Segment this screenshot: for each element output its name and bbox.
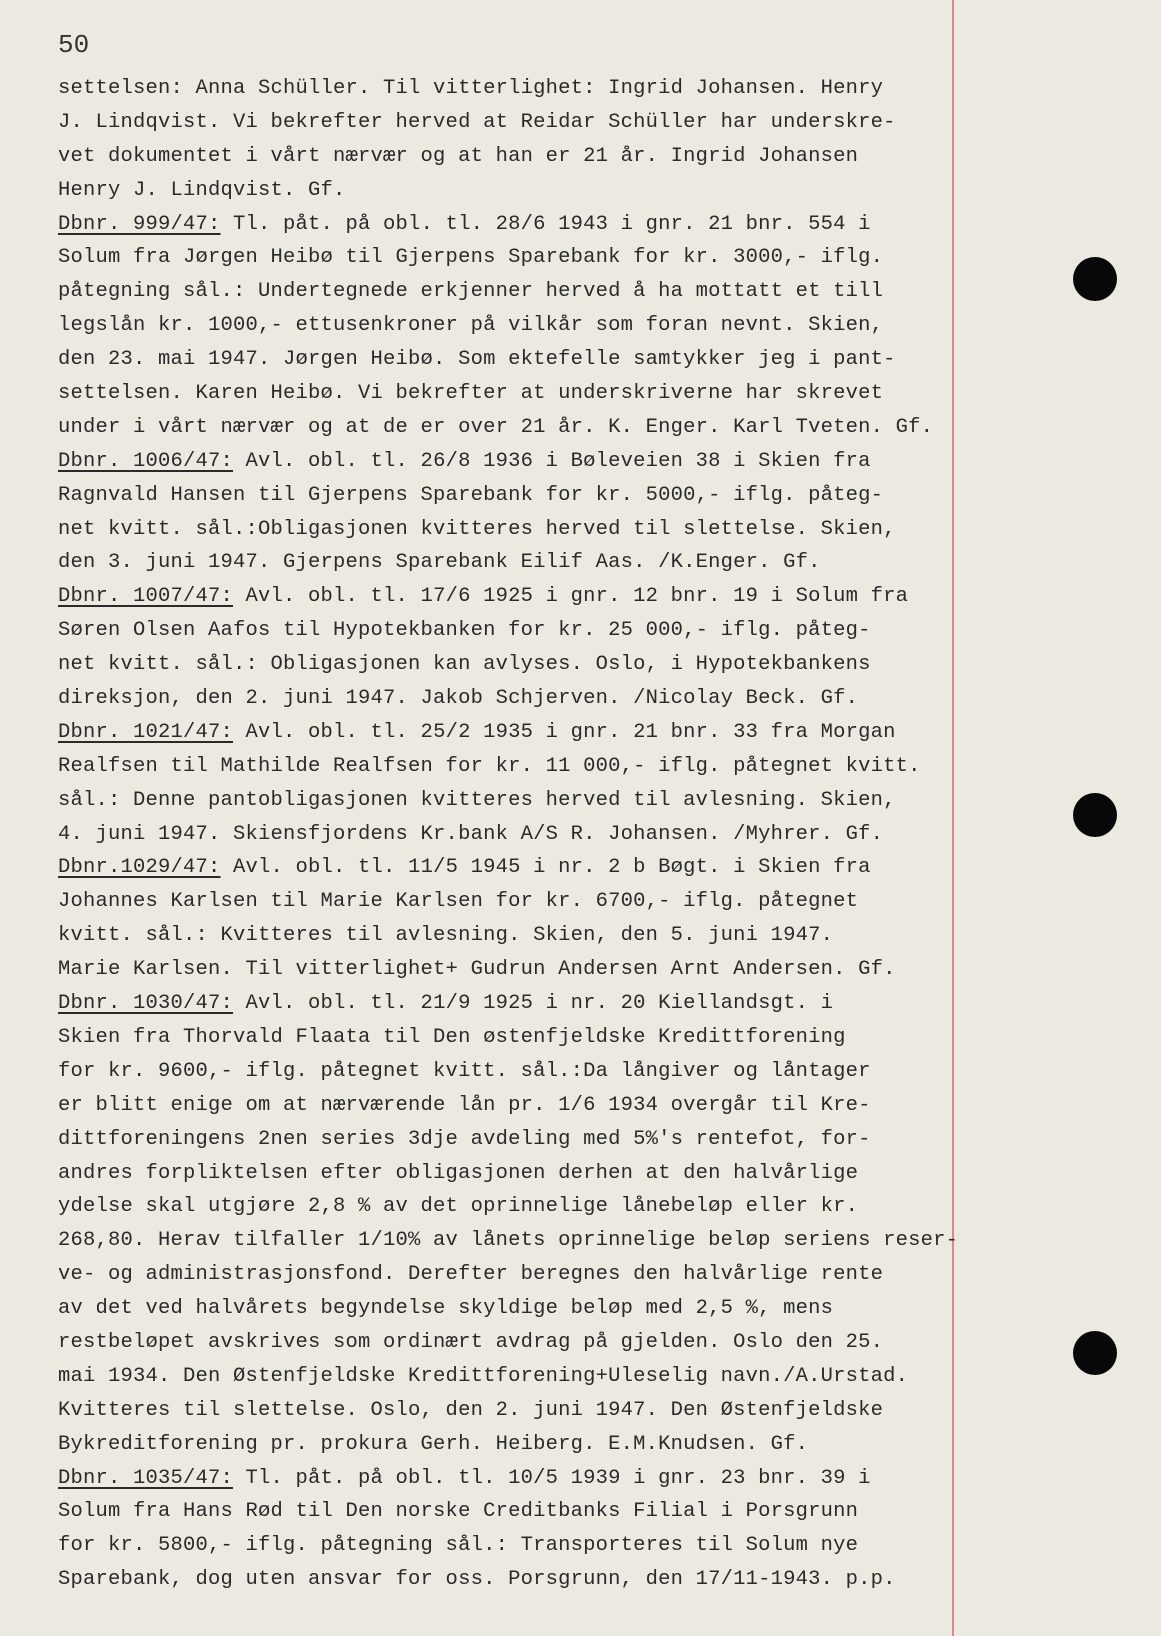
text-line <box>58 1326 1058 1360</box>
line-text: Tl. påt. på obl. tl. 10/5 1939 i gnr. 23 bnr. 39 i <box>233 1466 871 1490</box>
text-line <box>58 885 1058 919</box>
line-text: for kr. 9600,- iflg. påtegnet kvitt. sål.:Da långiver og låntager <box>58 1059 871 1083</box>
line-text: den 3. juni 1947. Gjerpens Sparebank Eilif Aas. /K.Enger. Gf. <box>58 551 821 575</box>
text-line <box>58 208 1058 242</box>
line-text: Marie Karlsen. Til vitterlighet+ Gudrun Andersen Arnt Andersen. Gf. <box>58 958 896 982</box>
line-text: Avl. obl. tl. 26/8 1936 i Bøleveien 38 i Skien fra <box>233 449 871 473</box>
text-line <box>58 919 1058 953</box>
text-line <box>58 241 1058 275</box>
text-line <box>58 614 1058 648</box>
text-line <box>58 479 1058 513</box>
page-number: 50 <box>58 30 90 60</box>
line-text: Sparebank, dog uten ansvar for oss. Porsgrunn, den 17/11-1943. p.p. <box>58 1568 896 1592</box>
line-text: Johannes Karlsen til Marie Karlsen for kr. 6700,- iflg. påtegnet <box>58 890 859 914</box>
text-line <box>58 411 1058 445</box>
line-text: settelsen. Karen Heibø. Vi bekrefter at underskriverne har skrevet <box>58 382 884 406</box>
line-text: er blitt enige om at nærværende lån pr. 1/6 1934 overgår til Kre- <box>58 1093 871 1117</box>
line-text: ydelse skal utgjøre 2,8 % av det oprinnelige lånebeløp eller kr. <box>58 1195 859 1219</box>
line-text: sål.: Denne pantobligasjonen kvitteres herved til avlesning. Skien, <box>58 788 896 812</box>
text-line <box>58 1157 1058 1191</box>
line-text: mai 1934. Den Østenfjeldske Kredittforening+Uleselig navn./A.Urstad. <box>58 1364 909 1388</box>
line-text: Avl. obl. tl. 21/9 1925 i nr. 20 Kiellandsgt. i <box>233 992 834 1016</box>
text-line <box>58 818 1058 852</box>
text-line <box>58 1190 1058 1224</box>
text-line <box>58 1055 1058 1089</box>
text-line <box>58 1563 1058 1597</box>
line-text: Avl. obl. tl. 11/5 1945 i nr. 2 b Bøgt. i Skien fra <box>220 856 871 880</box>
line-text: 268,80. Herav tilfaller 1/10% av lånets oprinnelige beløp seriens reser- <box>58 1229 959 1253</box>
line-text: Ragnvald Hansen til Gjerpens Sparebank for kr. 5000,- iflg. påteg- <box>58 483 884 507</box>
text-line <box>58 1089 1058 1123</box>
text-line <box>58 784 1058 818</box>
line-text: Tl. påt. på obl. tl. 28/6 1943 i gnr. 21 bnr. 554 i <box>220 212 871 236</box>
text-line <box>58 72 1058 106</box>
binder-hole-top <box>1073 257 1117 301</box>
text-line <box>58 445 1058 479</box>
text-body <box>58 72 1058 1597</box>
text-line <box>58 1462 1058 1496</box>
entry-ref: Dbnr. 1006/47: <box>58 449 234 473</box>
text-line <box>58 546 1058 580</box>
text-line <box>58 140 1058 174</box>
line-text: direksjon, den 2. juni 1947. Jakob Schjerven. /Nicolay Beck. Gf. <box>58 687 859 711</box>
line-text: Avl. obl. tl. 25/2 1935 i gnr. 21 bnr. 33 fra Morgan <box>233 720 896 744</box>
line-text: Kvitteres til slettelse. Oslo, den 2. juni 1947. Den Østenfjeldske <box>58 1398 884 1422</box>
text-line <box>58 1495 1058 1529</box>
text-line <box>58 1021 1058 1055</box>
line-text: Bykreditforening pr. prokura Gerh. Heiberg. E.M.Knudsen. Gf. <box>58 1432 809 1456</box>
entry-ref: Dbnr. 1030/47: <box>58 992 234 1016</box>
text-line <box>58 1394 1058 1428</box>
line-text: den 23. mai 1947. Jørgen Heibø. Som ektefelle samtykker jeg i pant- <box>58 348 896 372</box>
line-text: ve- og administrasjonsfond. Derefter beregnes den halvårlige rente <box>58 1263 884 1287</box>
line-text: Avl. obl. tl. 17/6 1925 i gnr. 12 bnr. 19 i Solum fra <box>233 585 909 609</box>
text-line <box>58 716 1058 750</box>
text-line <box>58 1123 1058 1157</box>
line-text: for kr. 5800,- iflg. påtegning sål.: Transporteres til Solum nye <box>58 1534 859 1558</box>
line-text: net kvitt. sål.:Obligasjonen kvitteres herved til slettelse. Skien, <box>58 517 896 541</box>
line-text: vet dokumentet i vårt nærvær og at han er 21 år. Ingrid Johansen <box>58 144 859 168</box>
text-line <box>58 682 1058 716</box>
binder-hole-middle <box>1073 793 1117 837</box>
line-text: kvitt. sål.: Kvitteres til avlesning. Skien, den 5. juni 1947. <box>58 924 834 948</box>
entry-ref: Dbnr. 1035/47: <box>58 1466 234 1490</box>
line-text: andres forpliktelsen efter obligasjonen derhen at den halvårlige <box>58 1161 859 1185</box>
line-text: restbeløpet avskrives som ordinært avdrag på gjelden. Oslo den 25. <box>58 1330 884 1354</box>
entry-ref: Dbnr.1029/47: <box>58 856 221 880</box>
text-line <box>58 275 1058 309</box>
text-line <box>58 343 1058 377</box>
line-text: Solum fra Hans Rød til Den norske Creditbanks Filial i Porsgrunn <box>58 1500 859 1524</box>
text-line <box>58 377 1058 411</box>
line-text: 4. juni 1947. Skiensfjordens Kr.bank A/S R. Johansen. /Myhrer. Gf. <box>58 822 884 846</box>
text-line <box>58 648 1058 682</box>
entry-ref: Dbnr. 999/47: <box>58 212 221 236</box>
line-text: Henry J. Lindqvist. Gf. <box>58 178 346 202</box>
text-line <box>58 580 1058 614</box>
text-line <box>58 1258 1058 1292</box>
line-text: av det ved halvårets begyndelse skyldige beløp med 2,5 %, mens <box>58 1297 834 1321</box>
line-text: under i vårt nærvær og at de er over 21 år. K. Enger. Karl Tveten. Gf. <box>58 415 934 439</box>
line-text: J. Lindqvist. Vi bekrefter herved at Reidar Schüller har underskre- <box>58 110 896 134</box>
text-line <box>58 309 1058 343</box>
line-text: Realfsen til Mathilde Realfsen for kr. 11 000,- iflg. påtegnet kvitt. <box>58 754 921 778</box>
text-line <box>58 953 1058 987</box>
text-line <box>58 174 1058 208</box>
line-text: Skien fra Thorvald Flaata til Den østenfjeldske Kredittforening <box>58 1025 846 1049</box>
text-line <box>58 987 1058 1021</box>
line-text: settelsen: Anna Schüller. Til vitterlighet: Ingrid Johansen. Henry <box>58 77 884 100</box>
text-line <box>58 1224 1058 1258</box>
entry-ref: Dbnr. 1007/47: <box>58 585 234 609</box>
line-text: påtegning sål.: Undertegnede erkjenner herved å ha mottatt et till <box>58 280 884 304</box>
text-line <box>58 1360 1058 1394</box>
text-line <box>58 1292 1058 1326</box>
text-line <box>58 1428 1058 1462</box>
text-line <box>58 750 1058 784</box>
line-text: legslån kr. 1000,- ettusenkroner på vilkår som foran nevnt. Skien, <box>58 314 884 338</box>
text-line <box>58 513 1058 547</box>
text-line <box>58 106 1058 140</box>
text-line <box>58 851 1058 885</box>
entry-ref: Dbnr. 1021/47: <box>58 720 234 744</box>
line-text: net kvitt. sål.: Obligasjonen kan avlyses. Oslo, i Hypotekbankens <box>58 653 871 677</box>
binder-hole-bottom <box>1073 1331 1117 1375</box>
line-text: dittforeningens 2nen series 3dje avdeling med 5%'s rentefot, for- <box>58 1127 871 1151</box>
line-text: Søren Olsen Aafos til Hypotekbanken for kr. 25 000,- iflg. påteg- <box>58 619 871 643</box>
line-text: Solum fra Jørgen Heibø til Gjerpens Sparebank for kr. 3000,- iflg. <box>58 246 884 270</box>
text-line <box>58 1529 1058 1563</box>
